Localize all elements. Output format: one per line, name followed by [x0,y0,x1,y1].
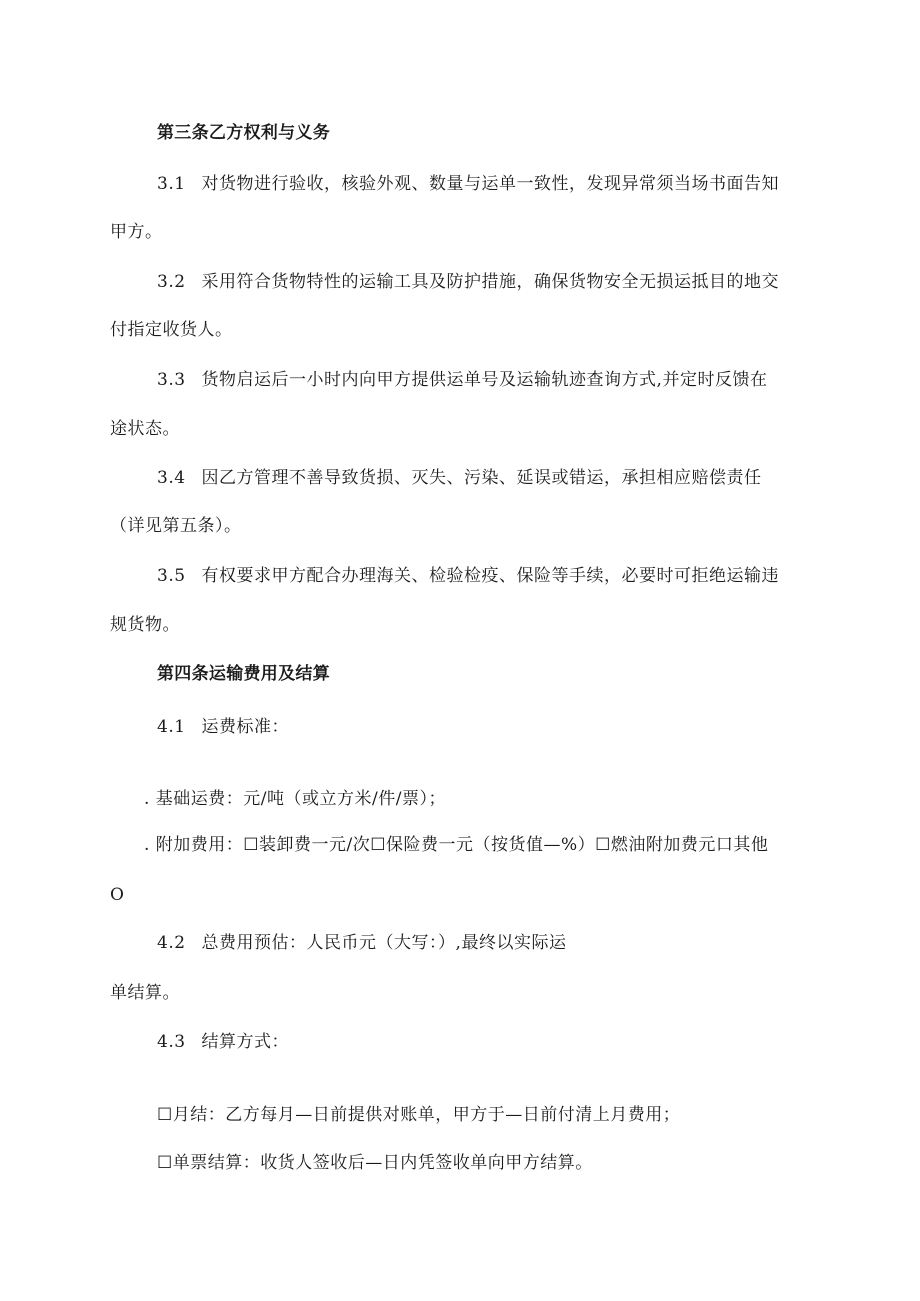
clause-3-5-cont: 规货物。 [110,615,180,635]
article-4-heading: 第四条运输费用及结算 [157,664,330,684]
clause-number: 4.2 [157,933,186,953]
extra-fee-line: . 附加费用：☐装卸费一元/次☐保险费一元（按货值—%）☐燃油附加费元口其他 [144,835,769,855]
article-3-heading: 第三条乙方权利与义务 [157,123,330,143]
clause-number: 3.3 [157,370,186,390]
monthly-settlement-option: ☐月结：乙方每月—日前提供对账单，甲方于—日前付清上月费用； [157,1105,681,1125]
clause-3-4-cont: （详见第五条）。 [110,516,242,536]
clause-number: 3.5 [157,566,186,586]
clause-3-2-cont: 付指定收货人。 [110,320,233,340]
clause-text: 结算方式： [201,1032,290,1052]
clause-3-2 [157,271,779,293]
per-ticket-settlement-option: ☐单票结算：收货人签收后—日内凭签收单向甲方结算。 [157,1153,593,1173]
clause-3-5 [157,565,779,587]
base-fee-line: . 基础运费：元/吨（或立方米/件/票）； [144,789,446,809]
clause-number: 3.4 [157,468,186,488]
extra-fee-cont: O [110,885,125,905]
clause-4-1 [157,716,289,738]
clause-text: 有权要求甲方配合办理海关、检验检疫、保险等手续，必要时可拒绝运输违 [201,566,780,586]
clause-text: 总费用预估：人民币元（大写：）,最终以实际运 [201,933,567,953]
clause-number: 3.1 [157,174,186,194]
clause-4-2 [157,932,566,954]
clause-number: 4.1 [157,717,186,737]
clause-text: 运费标准： [201,717,290,737]
clause-text: 采用符合货物特性的运输工具及防护措施，确保货物安全无损运抵目的地交 [201,272,780,292]
clause-4-3 [157,1031,289,1053]
clause-text: 因乙方管理不善导致货损、灭失、污染、延误或错运，承担相应赔偿责任 [201,468,762,488]
clause-number: 4.3 [157,1032,186,1052]
clause-3-4 [157,467,762,489]
clause-number: 3.2 [157,272,186,292]
clause-3-3 [157,369,767,391]
clause-3-1-cont: 甲方。 [110,222,163,242]
clause-3-1 [157,173,779,195]
clause-3-3-cont: 途状态。 [110,419,180,439]
clause-4-2-cont: 单结算。 [110,983,180,1003]
clause-text: 对货物进行验收，核验外观、数量与运单一致性，发现异常须当场书面告知 [201,174,780,194]
clause-text: 货物启运后一小时内向甲方提供运单号及运输轨迹查询方式,并定时反馈在 [201,370,768,390]
